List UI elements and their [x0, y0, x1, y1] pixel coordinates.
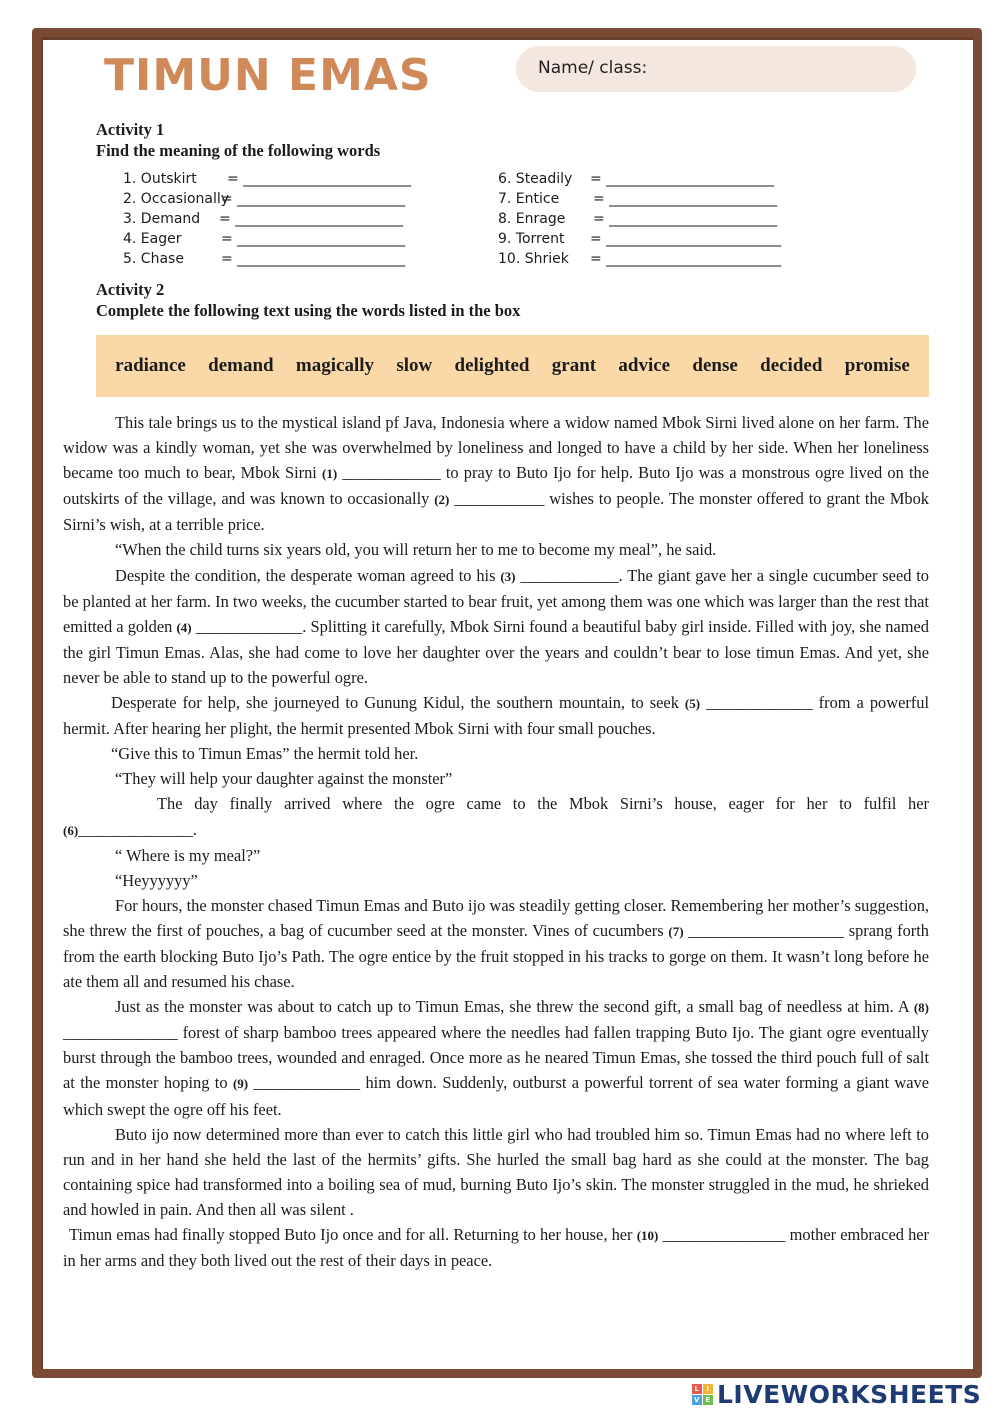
- blank-number-1: (1): [322, 466, 338, 482]
- story-text-run[interactable]: _____________ him down. Suddenly, outburst a powerful torrent of sea water forming a giant wave which swept the ogre off his feet.: [63, 1073, 929, 1119]
- blank-number-2: (2): [434, 492, 450, 508]
- blank-number-4: (4): [176, 619, 192, 635]
- activity2-header: [96, 279, 520, 321]
- story-text-run: Just as the monster was about to catch up to Timun Emas, she threw the second gift, a small bag of needless at him. A: [115, 997, 914, 1017]
- blank-number-7: (7): [668, 923, 684, 939]
- story-text-run[interactable]: ___________________ sprang forth from the earth blocking Buto Ijo’s Path. The ogre entice by the fruit stopped in his tracks to gorge on them. It wasn’t long before he ate them all and resumed his chase.: [63, 920, 930, 992]
- story-text-run[interactable]: ___________ wishes to people. The monster offered to grant the Mbok Sirni’s wish, at a terrible price.: [63, 489, 929, 535]
- story-paragraph: [63, 893, 929, 994]
- story-paragraph: [63, 690, 929, 741]
- blank-number-8: (8): [913, 1000, 929, 1016]
- vocab-item: [498, 209, 781, 229]
- story-text-run[interactable]: ______________ forest of sharp bamboo trees appeared where the needles had fallen trapping Buto Ijo. The giant ogre eventually burst through the bamboo trees, wounded and enraged. Once more as he neared Timun Emas, she tossed the third pouch full of salt at the monster hoping to: [63, 1023, 929, 1093]
- logo-tile: E: [703, 1395, 713, 1405]
- vocab-answer-blank[interactable]: = ________________________: [590, 171, 775, 187]
- story-text-run[interactable]: ____________ to pray to Buto Ijo for help. Buto Ijo was a monstrous ogre lived on the outskirts of the village, and was known to occasionally: [63, 463, 929, 509]
- vocab-item: [498, 249, 781, 269]
- vocab-answer-blank[interactable]: = ________________________: [219, 211, 404, 227]
- vocab-item: [498, 169, 781, 189]
- vocab-word: 9. Torrent: [498, 231, 565, 247]
- activity2-instruction: Complete the following text using the words listed in the box: [96, 301, 521, 320]
- story-text-run: Timun emas had finally stopped Buto Ijo once and for all. Returning to her house, her: [69, 1225, 637, 1244]
- logo-tile: V: [692, 1395, 702, 1405]
- story-text-run[interactable]: ____________. The giant gave her a single cucumber seed to be planted at her farm. In two weeks, the cucumber started to bear fruit, yet among them was one which was larger than the rest that emitted a golden: [63, 565, 929, 636]
- vocab-word: 10. Shriek: [498, 251, 569, 267]
- vocab-answer-blank[interactable]: = _________________________: [590, 231, 782, 247]
- word-bank-item[interactable]: slow: [396, 355, 433, 376]
- page-title: TIMUN EMAS: [104, 50, 432, 101]
- vocab-word: 3. Demand: [123, 211, 201, 227]
- vocab-word: 8. Enrage: [498, 211, 566, 227]
- story-paragraph: “Heyyyyyy”: [115, 870, 198, 890]
- word-bank: [96, 335, 929, 397]
- activity2-heading: Activity 2: [96, 280, 165, 299]
- story-paragraph: “ Where is my meal?”: [115, 845, 261, 865]
- vocab-answer-blank[interactable]: = _________________________: [590, 251, 782, 267]
- story-text-run: For hours, the monster chased Timun Emas and Buto ijo was steadily getting closer. Remembering her mother’s suggestion, she threw the first of pouches, a bag of cucumber seed at the monster. Vines of cucumbers: [63, 895, 929, 940]
- word-bank-item[interactable]: delighted: [454, 355, 530, 376]
- story-text-run[interactable]: _____________. Splitting it carefully, Mbok Sirni found a beautiful baby girl inside. Filled with joy, she named the girl Timun Emas. Alas, she had come to love her daughter over the years and couldn’t bear to lose timun Emas. And yet, she never be able to stand up to the powerful ogre.: [63, 616, 929, 687]
- vocab-answer-blank[interactable]: = ________________________: [593, 191, 778, 207]
- story-paragraph: [63, 791, 929, 842]
- vocab-item: [498, 229, 781, 249]
- story-paragraph: [63, 1222, 929, 1273]
- story-paragraph: “They will help your daughter against the monster”: [115, 769, 453, 789]
- word-bank-item[interactable]: grant: [551, 355, 597, 376]
- logo-tile: I: [703, 1384, 713, 1394]
- vocab-word: 2. Occasionally: [123, 191, 230, 207]
- word-bank-item[interactable]: advice: [618, 355, 671, 376]
- vocab-answer-blank[interactable]: = ________________________: [221, 191, 406, 207]
- blank-number-5: (5): [684, 696, 701, 712]
- vocab-list-left: [123, 169, 411, 269]
- vocab-answer-blank[interactable]: = ________________________: [593, 211, 778, 227]
- story-paragraph: [63, 410, 929, 537]
- vocab-item: [123, 209, 411, 229]
- blank-number-6: (6): [63, 822, 79, 838]
- liveworksheets-logo[interactable]: [692, 1380, 981, 1409]
- vocab-word: 4. Eager: [123, 231, 182, 247]
- vocab-answer-blank[interactable]: = ________________________: [227, 171, 412, 187]
- activity1-heading: Activity 1: [96, 120, 165, 139]
- vocab-word: 5. Chase: [123, 251, 184, 267]
- story-text-run[interactable]: _____________ from a powerful hermit. After hearing her plight, the hermit presented Mbok Sirni with four small pouches.: [63, 693, 930, 739]
- word-bank-item[interactable]: dense: [692, 355, 738, 376]
- blank-number-9: (9): [232, 1076, 249, 1092]
- story-text-run[interactable]: ______________.: [78, 819, 198, 839]
- vocab-word: 7. Entice: [498, 191, 560, 207]
- vocab-answer-blank[interactable]: = ________________________: [221, 231, 406, 247]
- logo-tile: L: [692, 1384, 702, 1394]
- word-bank-item[interactable]: magically: [295, 355, 375, 376]
- vocab-item: [123, 169, 411, 189]
- liveworksheets-brand: LIVEWORKSHEETS: [717, 1380, 982, 1409]
- vocab-list-right: [498, 169, 781, 269]
- story-text-run: Despite the condition, the desperate woman agreed to his: [115, 565, 501, 585]
- story-paragraph: “Give this to Timun Emas” the hermit told her.: [111, 744, 419, 764]
- story-paragraph: Buto ijo now determined more than ever to catch this little girl who had troubled him so. Timun Emas had no where left to run and in her hand she held the last of the hermits’ gifts. She hurled the small bag hard as she could at the monster. The bag containing spice had transformed into a boiling sea of mud, burning Buto Ijo’s skin. The monster struggled in the mud, he shrieked and howled in pain. And then all was silent .: [63, 1124, 929, 1219]
- story-paragraph: “When the child turns six years old, you will return her to me to become my meal”, he said.: [115, 540, 717, 560]
- liveworksheets-logo-icon: [692, 1384, 713, 1405]
- blank-number-10: (10): [636, 1228, 659, 1243]
- story-text-run: The day finally arrived where the ogre came to the Mbok Sirni’s house, eager for her to fulfil her: [157, 794, 929, 814]
- vocab-item: [123, 229, 411, 249]
- name-class-field[interactable]: [516, 46, 916, 92]
- story-text-run[interactable]: _______________ mother embraced her in her arms and they both lived out the rest of their days in peace.: [63, 1225, 930, 1271]
- word-bank-item[interactable]: promise: [844, 355, 910, 376]
- activity1-instruction: Find the meaning of the following words: [96, 141, 381, 160]
- name-class-label: Name/ class:: [538, 58, 648, 78]
- activity1-header: [96, 119, 380, 161]
- story-text: [63, 410, 929, 1273]
- story-paragraph: [63, 563, 929, 690]
- vocab-word: 1. Outskirt: [123, 171, 197, 187]
- blank-number-3: (3): [500, 568, 516, 584]
- vocab-item: [498, 189, 781, 209]
- vocab-word: 6. Steadily: [498, 171, 573, 187]
- word-bank-item[interactable]: decided: [760, 355, 823, 376]
- vocab-answer-blank[interactable]: = ________________________: [221, 251, 406, 267]
- word-bank-item[interactable]: radiance: [115, 355, 186, 376]
- vocab-item: [123, 249, 411, 269]
- word-bank-item[interactable]: demand: [208, 355, 274, 376]
- story-paragraph: [63, 994, 929, 1121]
- story-text-run: Desperate for help, she journeyed to Gunung Kidul, the southern mountain, to seek: [111, 693, 685, 713]
- vocab-item: [123, 189, 411, 209]
- story-text-run: This tale brings us to the mystical island pf Java, Indonesia where a widow named Mbok Sirni lived alone on her farm. The widow was a kindly woman, yet she was overwhelmed by loneliness and longed to have a child by her side. When her loneliness became too much to bear, Mbok Sirni: [63, 413, 929, 483]
